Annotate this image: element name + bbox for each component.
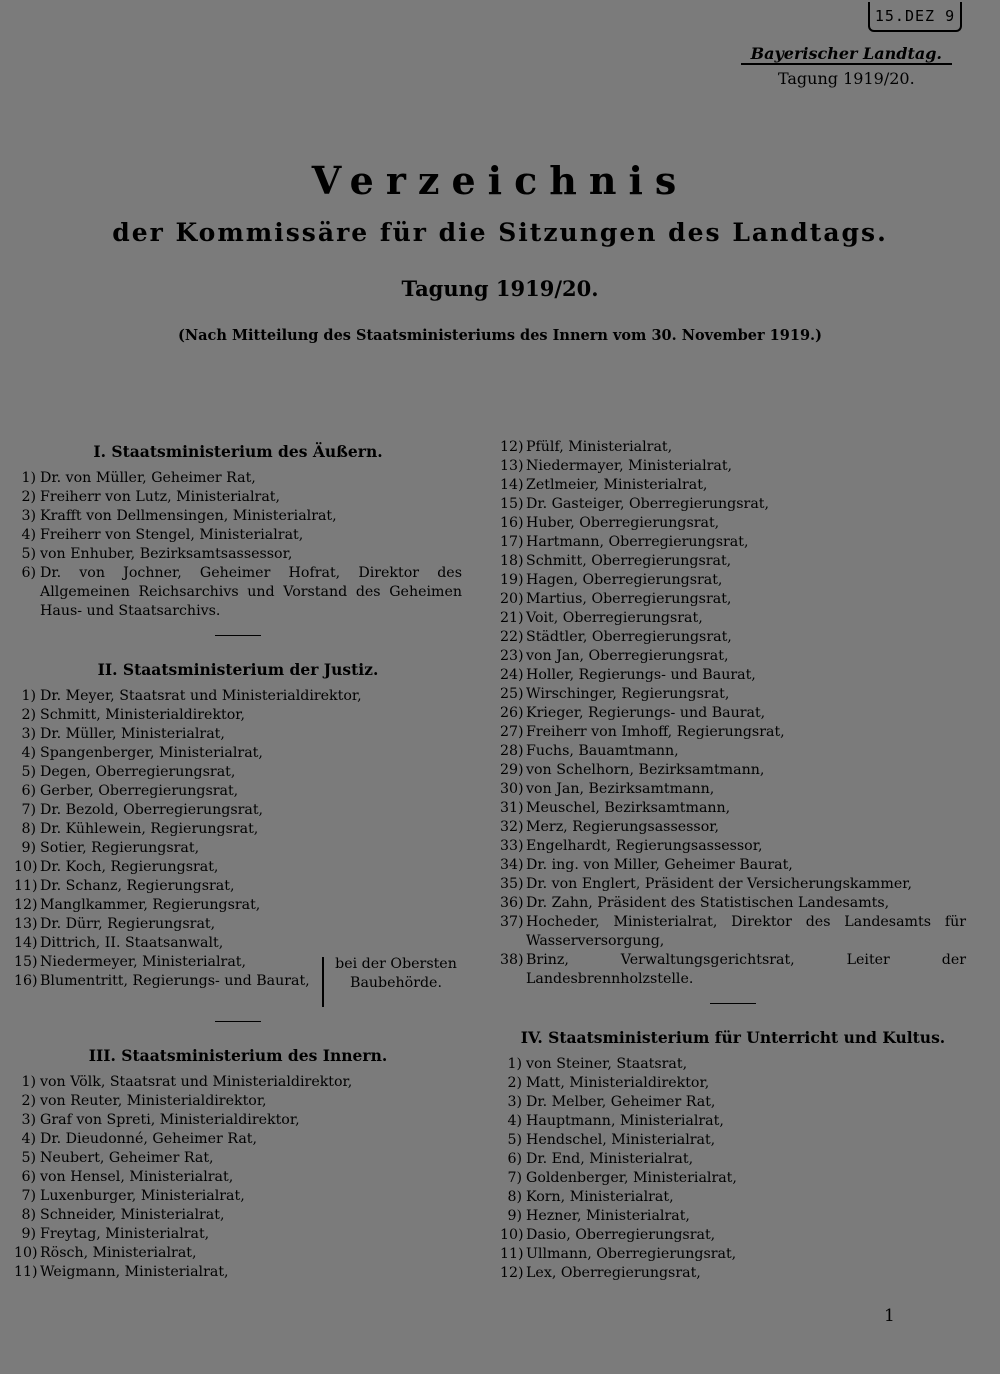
item-text: von Jan, Oberregierungsrat, (526, 648, 729, 664)
item-text: von Schelhorn, Bezirksamtmann, (526, 762, 765, 778)
item-number: 1) (507, 1056, 522, 1072)
item-number: 13) (500, 458, 524, 474)
item-number: 9) (21, 1226, 36, 1242)
item-text: Ullmann, Oberregierungsrat, (526, 1246, 737, 1262)
item-text: Goldenberger, Ministerialrat, (526, 1170, 737, 1186)
section-title: II. Staatsministerium der Justiz. (97, 660, 379, 679)
item-number: 37) (500, 914, 524, 930)
item-text: von Völk, Staatsrat und Ministerialdirektor, (40, 1074, 353, 1090)
item-text: Hendschel, Ministerialrat, (526, 1132, 716, 1148)
item-text: von Enhuber, Bezirksamtsassessor, (40, 546, 293, 562)
item-number: 5) (21, 546, 36, 562)
item-number: 3) (507, 1094, 522, 1110)
item-number: 23) (500, 648, 524, 664)
list-item (14, 934, 462, 953)
item-text: Meuschel, Bezirksamtmann, (526, 800, 731, 816)
item-text: Lex, Oberregierungsrat, (526, 1265, 701, 1281)
item-number: 3) (21, 726, 36, 742)
list-item (500, 1074, 966, 1093)
item-number: 13) (14, 916, 38, 932)
session-label: Tagung 1919/20. (777, 69, 915, 88)
item-text: Freiherr von Lutz, Ministerialrat, (40, 489, 281, 505)
item-number: 7) (21, 1188, 36, 1204)
item-text: Zetlmeier, Ministerialrat, (526, 477, 708, 493)
item-text: Hauptmann, Ministerialrat, (526, 1113, 724, 1129)
list-item (500, 514, 966, 533)
list-item (500, 1264, 966, 1283)
item-text: Wirschinger, Regierungsrat, (526, 686, 730, 702)
list-item (500, 476, 966, 495)
item-text: Dr. End, Ministerialrat, (526, 1151, 694, 1167)
list-item (500, 571, 966, 590)
list-item (14, 1092, 462, 1111)
item-number: 6) (507, 1151, 522, 1167)
list-item (500, 1150, 966, 1169)
list-item (14, 858, 462, 877)
list-item (500, 495, 966, 514)
item-text: Dr. von Müller, Geheimer Rat, (40, 470, 256, 486)
item-number: 32) (500, 819, 524, 835)
item-number: 33) (500, 838, 524, 854)
bracket-group (14, 953, 462, 1007)
list-item (500, 951, 966, 989)
item-text: Dittrich, II. Staatsanwalt, (40, 935, 224, 951)
list-item (14, 1206, 462, 1225)
item-text: Dr. Dürr, Regierungsrat, (40, 916, 216, 932)
item-text: Hartmann, Oberregierungsrat, (526, 534, 749, 550)
list-item (500, 1055, 966, 1074)
item-number: 19) (500, 572, 524, 588)
item-number: 2) (21, 707, 36, 723)
item-number: 22) (500, 629, 524, 645)
item-number: 18) (500, 553, 524, 569)
section-list (14, 469, 462, 621)
list-item (500, 723, 966, 742)
item-number: 2) (507, 1075, 522, 1091)
item-text: Schneider, Ministerialrat, (40, 1207, 225, 1223)
list-item (14, 801, 462, 820)
session-heading: Tagung 1919/20. (401, 276, 599, 301)
list-item (14, 706, 462, 725)
list-item (500, 799, 966, 818)
item-text: Engelhardt, Regierungsassessor, (526, 838, 763, 854)
item-text: Fuchs, Bauamtmann, (526, 743, 679, 759)
item-number: 27) (500, 724, 524, 740)
section-list (500, 1055, 966, 1283)
item-number: 20) (500, 591, 524, 607)
list-item (500, 609, 966, 628)
list-item (500, 438, 966, 457)
item-number: 9) (507, 1208, 522, 1224)
list-item (500, 457, 966, 476)
item-number: 31) (500, 800, 524, 816)
list-item (14, 896, 462, 915)
item-number: 11) (14, 878, 38, 894)
item-text: Freiherr von Imhoff, Regierungsrat, (526, 724, 785, 740)
item-number: 7) (507, 1170, 522, 1186)
list-item (14, 1130, 462, 1149)
list-item (14, 1244, 462, 1263)
item-number: 28) (500, 743, 524, 759)
section-title: I. Staatsministerium des Äußern. (93, 442, 383, 461)
item-number: 17) (500, 534, 524, 550)
list-item (14, 1187, 462, 1206)
item-text: Dr. Schanz, Regierungsrat, (40, 878, 235, 894)
item-text: Korn, Ministerialrat, (526, 1189, 674, 1205)
item-text: Brinz, Verwaltungsgerichtsrat, Leiter der Landesbrennholzstelle. (526, 952, 966, 987)
list-item (14, 1111, 462, 1130)
item-text: Hezner, Ministerialrat, (526, 1208, 690, 1224)
list-item (14, 488, 462, 507)
list-item (14, 1263, 462, 1282)
item-text: Niedermayer, Ministerialrat, (526, 458, 733, 474)
item-text: Dr. von Englert, Präsident der Versicherungskammer, (526, 876, 912, 892)
bracket-note: bei der Obersten Baubehörde. (335, 956, 457, 991)
list-item (14, 915, 462, 934)
section-list (14, 1073, 462, 1282)
list-item (500, 1169, 966, 1188)
item-text: Schmitt, Oberregierungsrat, (526, 553, 732, 569)
item-number: 6) (21, 783, 36, 799)
list-item (500, 818, 966, 837)
list-item (500, 552, 966, 571)
item-number: 14) (14, 935, 38, 951)
item-number: 11) (500, 1246, 524, 1262)
item-number: 34) (500, 857, 524, 873)
right-column (500, 438, 966, 1283)
list-item (14, 545, 462, 564)
list-item (14, 564, 462, 621)
list-item (14, 687, 462, 706)
item-text: Dr. Kühlewein, Regierungsrat, (40, 821, 259, 837)
item-text: Merz, Regierungsassessor, (526, 819, 719, 835)
item-text: von Jan, Bezirksamtmann, (526, 781, 715, 797)
item-text: Hagen, Oberregierungsrat, (526, 572, 723, 588)
list-item (500, 856, 966, 875)
item-number: 21) (500, 610, 524, 626)
item-number: 1) (21, 688, 36, 704)
item-text: Rösch, Ministerialrat, (40, 1245, 197, 1261)
item-text: Freytag, Ministerialrat, (40, 1226, 210, 1242)
item-number: 38) (500, 952, 524, 968)
item-text: Krafft von Dellmensingen, Ministerialrat, (40, 508, 337, 524)
section-title: III. Staatsministerium des Innern. (88, 1046, 388, 1065)
item-number: 3) (21, 1112, 36, 1128)
list-item (500, 590, 966, 609)
list-item (500, 1245, 966, 1264)
list-item (14, 877, 462, 896)
list-item (14, 1073, 462, 1092)
section-divider (215, 635, 261, 636)
item-text: Dr. Müller, Ministerialrat, (40, 726, 225, 742)
page-subtitle: der Kommissäre für die Sitzungen des Landtags. (112, 218, 888, 247)
list-item (500, 1131, 966, 1150)
list-item (500, 1093, 966, 1112)
item-text: Weigmann, Ministerialrat, (40, 1264, 229, 1280)
list-item (14, 744, 462, 763)
item-text: Pfülf, Ministerialrat, (526, 439, 673, 455)
item-text: Blumentritt, Regierungs- und Baurat, (40, 973, 310, 989)
list-item (500, 1207, 966, 1226)
left-column (14, 438, 462, 1282)
item-number: 10) (14, 1245, 38, 1261)
item-number: 5) (21, 1150, 36, 1166)
list-item (500, 913, 966, 951)
item-number: 16) (14, 973, 38, 989)
item-text: Schmitt, Ministerialdirektor, (40, 707, 246, 723)
item-number: 25) (500, 686, 524, 702)
item-number: 5) (507, 1132, 522, 1148)
item-text: Huber, Oberregierungsrat, (526, 515, 720, 531)
item-text: Dr. Melber, Geheimer Rat, (526, 1094, 716, 1110)
item-number: 5) (21, 764, 36, 780)
item-number: 7) (21, 802, 36, 818)
item-text: Niedermeyer, Ministerialrat, (40, 954, 246, 970)
item-number: 8) (21, 1207, 36, 1223)
item-text: von Hensel, Ministerialrat, (40, 1169, 234, 1185)
item-number: 8) (21, 821, 36, 837)
item-text: Dasio, Oberregierungsrat, (526, 1227, 716, 1243)
item-number: 36) (500, 895, 524, 911)
item-number: 9) (21, 840, 36, 856)
item-text: Hocheder, Ministerialrat, Direktor des Landesamts für Wasserversorgung, (526, 914, 966, 949)
list-item (500, 742, 966, 761)
list-item (14, 820, 462, 839)
item-text: Dr. Zahn, Präsident des Statistischen Landesamts, (526, 895, 890, 911)
source-note: (Nach Mitteilung des Staatsministeriums des Innern vom 30. November 1919.) (178, 327, 822, 344)
list-item (14, 469, 462, 488)
item-number: 2) (21, 489, 36, 505)
list-item (500, 628, 966, 647)
page-title: Verzeichnis (311, 158, 689, 203)
item-number: 1) (21, 470, 36, 486)
list-item (14, 839, 462, 858)
item-number: 1) (21, 1074, 36, 1090)
list-item (500, 780, 966, 799)
item-text: Krieger, Regierungs- und Baurat, (526, 705, 766, 721)
item-text: von Steiner, Staatsrat, (526, 1056, 688, 1072)
item-number: 14) (500, 477, 524, 493)
item-number: 2) (21, 1093, 36, 1109)
item-text: Neubert, Geheimer Rat, (40, 1150, 214, 1166)
item-text: Dr. Gasteiger, Oberregierungsrat, (526, 496, 769, 512)
item-number: 8) (507, 1189, 522, 1205)
item-number: 15) (14, 954, 38, 970)
list-item (14, 763, 462, 782)
item-number: 12) (500, 439, 524, 455)
list-item (500, 647, 966, 666)
item-number: 26) (500, 705, 524, 721)
item-number: 29) (500, 762, 524, 778)
item-text: Dr. von Jochner, Geheimer Hofrat, Direktor des Allgemeinen Reichsarchivs und Vorstand des Geheimen Haus- und Staatsarchivs. (40, 565, 462, 619)
item-text: Spangenberger, Ministerialrat, (40, 745, 263, 761)
section-divider (215, 1021, 261, 1022)
item-number: 10) (14, 859, 38, 875)
list-item (500, 1226, 966, 1245)
item-number: 11) (14, 1264, 38, 1280)
list-item (14, 1225, 462, 1244)
brace-mark (316, 957, 324, 1007)
item-text: Dr. Koch, Regierungsrat, (40, 859, 219, 875)
item-text: von Reuter, Ministerialdirektor, (40, 1093, 267, 1109)
item-text: Dr. Bezold, Oberregierungsrat, (40, 802, 264, 818)
section-list-continued (500, 438, 966, 989)
list-item (500, 685, 966, 704)
item-text: Martius, Oberregierungsrat, (526, 591, 732, 607)
receipt-stamp: 15.DEZ 9 (868, 2, 962, 32)
item-text: Gerber, Oberregierungsrat, (40, 783, 239, 799)
item-number: 15) (500, 496, 524, 512)
item-text: Graf von Spreti, Ministerialdirektor, (40, 1112, 300, 1128)
item-text: Dr. ing. von Miller, Geheimer Baurat, (526, 857, 793, 873)
list-item (14, 953, 312, 972)
item-text: Luxenburger, Ministerialrat, (40, 1188, 245, 1204)
bracket-items (14, 953, 312, 991)
item-number: 4) (507, 1113, 522, 1129)
item-number: 24) (500, 667, 524, 683)
list-item (500, 1188, 966, 1207)
item-number: 10) (500, 1227, 524, 1243)
list-item (500, 875, 966, 894)
list-item (500, 894, 966, 913)
section-title: IV. Staatsministerium für Unterricht und Kultus. (520, 1028, 946, 1047)
item-text: Sotier, Regierungsrat, (40, 840, 200, 856)
list-item (14, 526, 462, 545)
item-text: Freiherr von Stengel, Ministerialrat, (40, 527, 304, 543)
list-item (500, 761, 966, 780)
section-divider (710, 1003, 756, 1004)
item-text: Manglkammer, Regierungsrat, (40, 897, 261, 913)
item-text: Städtler, Oberregierungsrat, (526, 629, 732, 645)
list-item (500, 1112, 966, 1131)
document-header (741, 44, 952, 88)
list-item (500, 666, 966, 685)
item-text: Degen, Oberregierungsrat, (40, 764, 236, 780)
item-number: 4) (21, 745, 36, 761)
item-number: 4) (21, 527, 36, 543)
item-text: Dr. Meyer, Staatsrat und Ministerialdirektor, (40, 688, 362, 704)
list-item (14, 725, 462, 744)
list-item (500, 837, 966, 856)
parliament-name: Bayerischer Landtag. (741, 44, 952, 65)
item-number: 12) (14, 897, 38, 913)
page-number: 1 (884, 1306, 895, 1326)
list-item (14, 1168, 462, 1187)
list-item (14, 972, 312, 991)
item-number: 6) (21, 565, 36, 581)
item-text: Matt, Ministerialdirektor, (526, 1075, 710, 1091)
list-item (500, 533, 966, 552)
item-number: 30) (500, 781, 524, 797)
item-number: 3) (21, 508, 36, 524)
section-list (14, 687, 462, 953)
item-text: Holler, Regierungs- und Baurat, (526, 667, 756, 683)
list-item (14, 782, 462, 801)
list-item (14, 507, 462, 526)
list-item (500, 704, 966, 723)
list-item (14, 1149, 462, 1168)
item-number: 35) (500, 876, 524, 892)
item-number: 6) (21, 1169, 36, 1185)
item-text: Voit, Oberregierungsrat, (526, 610, 703, 626)
item-number: 4) (21, 1131, 36, 1147)
item-number: 12) (500, 1265, 524, 1281)
item-number: 16) (500, 515, 524, 531)
item-text: Dr. Dieudonné, Geheimer Rat, (40, 1131, 257, 1147)
